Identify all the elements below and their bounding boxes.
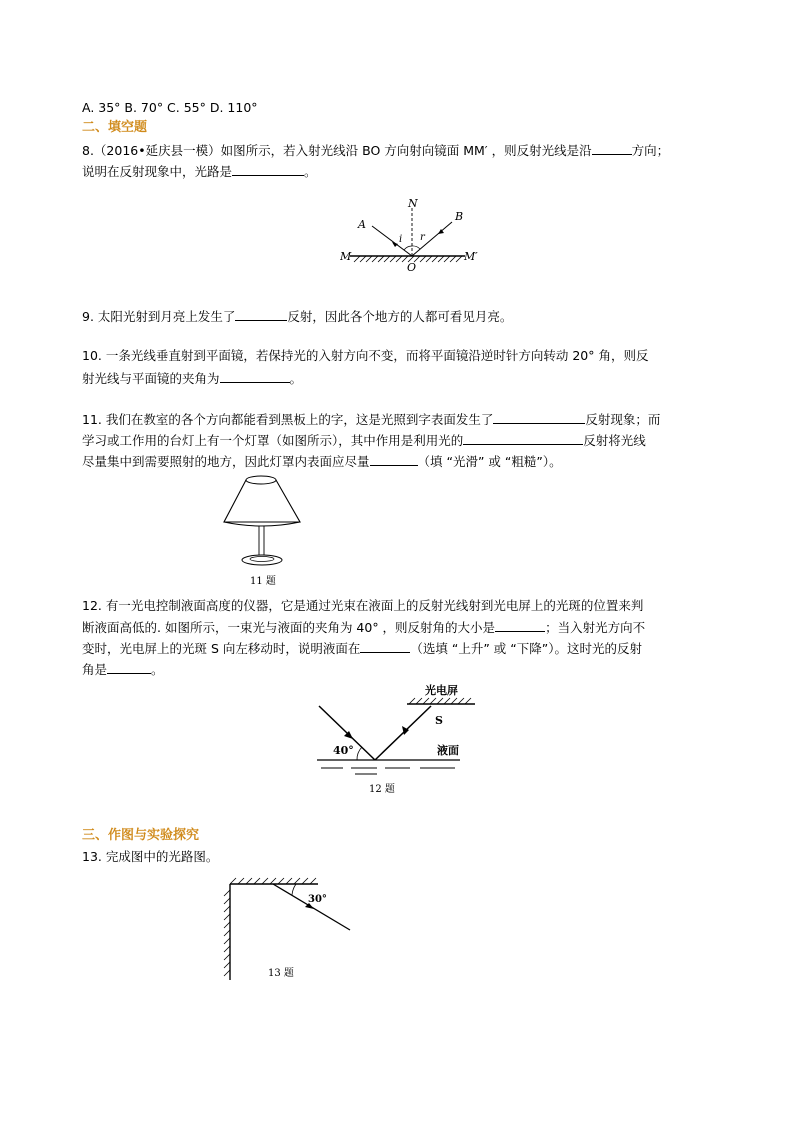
- q11-caption: 11 题: [250, 576, 276, 587]
- q10-text-a: 射光线与平面镜的夹角为: [82, 371, 220, 386]
- q8-text-d: 。: [304, 164, 317, 179]
- q11-blank3[interactable]: [370, 453, 418, 466]
- q8-line1: [82, 142, 669, 159]
- q11-line2: [82, 432, 646, 449]
- q13-caption: 13 题: [268, 968, 294, 979]
- q8-label-b: B: [455, 210, 464, 223]
- q8-label-a: A: [358, 218, 366, 231]
- q12-caption: 12 题: [369, 784, 395, 795]
- q12-line3: [82, 640, 642, 657]
- q11-line3: [82, 453, 562, 470]
- q8-label-r: r: [420, 232, 425, 243]
- q12-figure: [315, 684, 480, 802]
- q12-line1: 12. 有一光电控制液面高度的仪器，它是通过光束在液面上的反射光线射到光电屏上的光斑的位置来判: [82, 598, 644, 613]
- q11-line1: [82, 411, 660, 428]
- q9-text-a: 9. 太阳光射到月亮上发生了: [82, 309, 236, 324]
- q12-screen-label: 光电屏: [425, 684, 458, 697]
- q12-blank1[interactable]: [495, 619, 545, 632]
- q11-text-d: 反射将光线: [583, 433, 646, 448]
- q8-blank2[interactable]: [232, 163, 304, 176]
- q8-label-n: N: [408, 197, 418, 210]
- q12-line2: [82, 619, 645, 636]
- q11-text-c: 学习或工作用的台灯上有一个灯罩（如图所示），其中作用是利用光的: [82, 433, 464, 448]
- q8-line2: [82, 163, 317, 180]
- q11-text-b: 反射现象；而: [585, 412, 661, 427]
- q12-text-f: 。: [151, 662, 164, 677]
- section-title-drawing: 三、作图与实验探究: [82, 828, 200, 843]
- q8-figure: [340, 196, 490, 276]
- q12-text-d: （选填 “上升” 或 “下降”）。这时光的反射: [410, 641, 642, 656]
- q8-label-m2: M′: [464, 250, 478, 263]
- choices-line: A. 35° B. 70° C. 55° D. 110°: [82, 100, 258, 115]
- q12-liquid-label: 液面: [437, 744, 459, 757]
- q8-blank1[interactable]: [592, 142, 632, 155]
- q10-line1: 10. 一条光线垂直射到平面镜，若保持光的入射方向不变，而将平面镜沿逆时针方向转动 20° 角，则反: [82, 348, 649, 363]
- q12-text-e: 角是: [82, 662, 108, 677]
- q11-text-a: 11. 我们在教室的各个方向都能看到黑板上的字，这是光照到字表面发生了: [82, 412, 494, 427]
- q9-line: [82, 308, 512, 325]
- q12-blank2[interactable]: [360, 640, 410, 653]
- q8-text-a: 8.（2016•延庆县一模）如图所示，若入射光线沿 BO 方向射向镜面 MM′ ，则反射光线是沿: [82, 143, 592, 158]
- q11-blank2[interactable]: [463, 432, 583, 445]
- q9-text-b: 反射，因此各个地方的人都可看见月亮。: [287, 309, 513, 324]
- q11-blank1[interactable]: [493, 411, 585, 424]
- q12-angle-label: 40°: [333, 744, 354, 757]
- q11-text-e: 尽量集中到需要照射的地方，因此灯罩内表面应尽量: [82, 454, 370, 469]
- q12-text-c: 变时，光电屏上的光斑 S 向左移动时，说明液面在: [82, 641, 361, 656]
- q8-label-o: O: [407, 261, 417, 274]
- q11-text-f: （填 “光滑” 或 “粗糙”）。: [417, 454, 562, 469]
- q12-line4: [82, 661, 164, 678]
- q13-angle-label: 30°: [308, 894, 327, 905]
- q8-label-i: i: [399, 234, 403, 245]
- q9-blank[interactable]: [235, 308, 287, 321]
- section-title-fill-blank: 二、填空题: [82, 120, 148, 135]
- q12-blank3[interactable]: [107, 661, 151, 674]
- q12-text-b: ；当入射光方向不: [545, 620, 646, 635]
- q12-text-a: 断液面高低的. 如图所示，一束光与液面的夹角为 40° ，则反射角的大小是: [82, 620, 496, 635]
- q8-label-m: M: [340, 250, 352, 263]
- q10-line2: [82, 370, 302, 387]
- q13-figure: [218, 876, 358, 984]
- q10-blank[interactable]: [220, 370, 290, 383]
- q10-text-b: 。: [289, 371, 303, 386]
- q8-text-c: 说明在反射现象中，光路是: [82, 164, 233, 179]
- q13-line: 13. 完成图中的光路图。: [82, 849, 219, 864]
- q11-lamp-figure: [218, 472, 308, 590]
- q12-s-label: S: [435, 714, 443, 727]
- q8-text-b: 方向；: [631, 143, 670, 158]
